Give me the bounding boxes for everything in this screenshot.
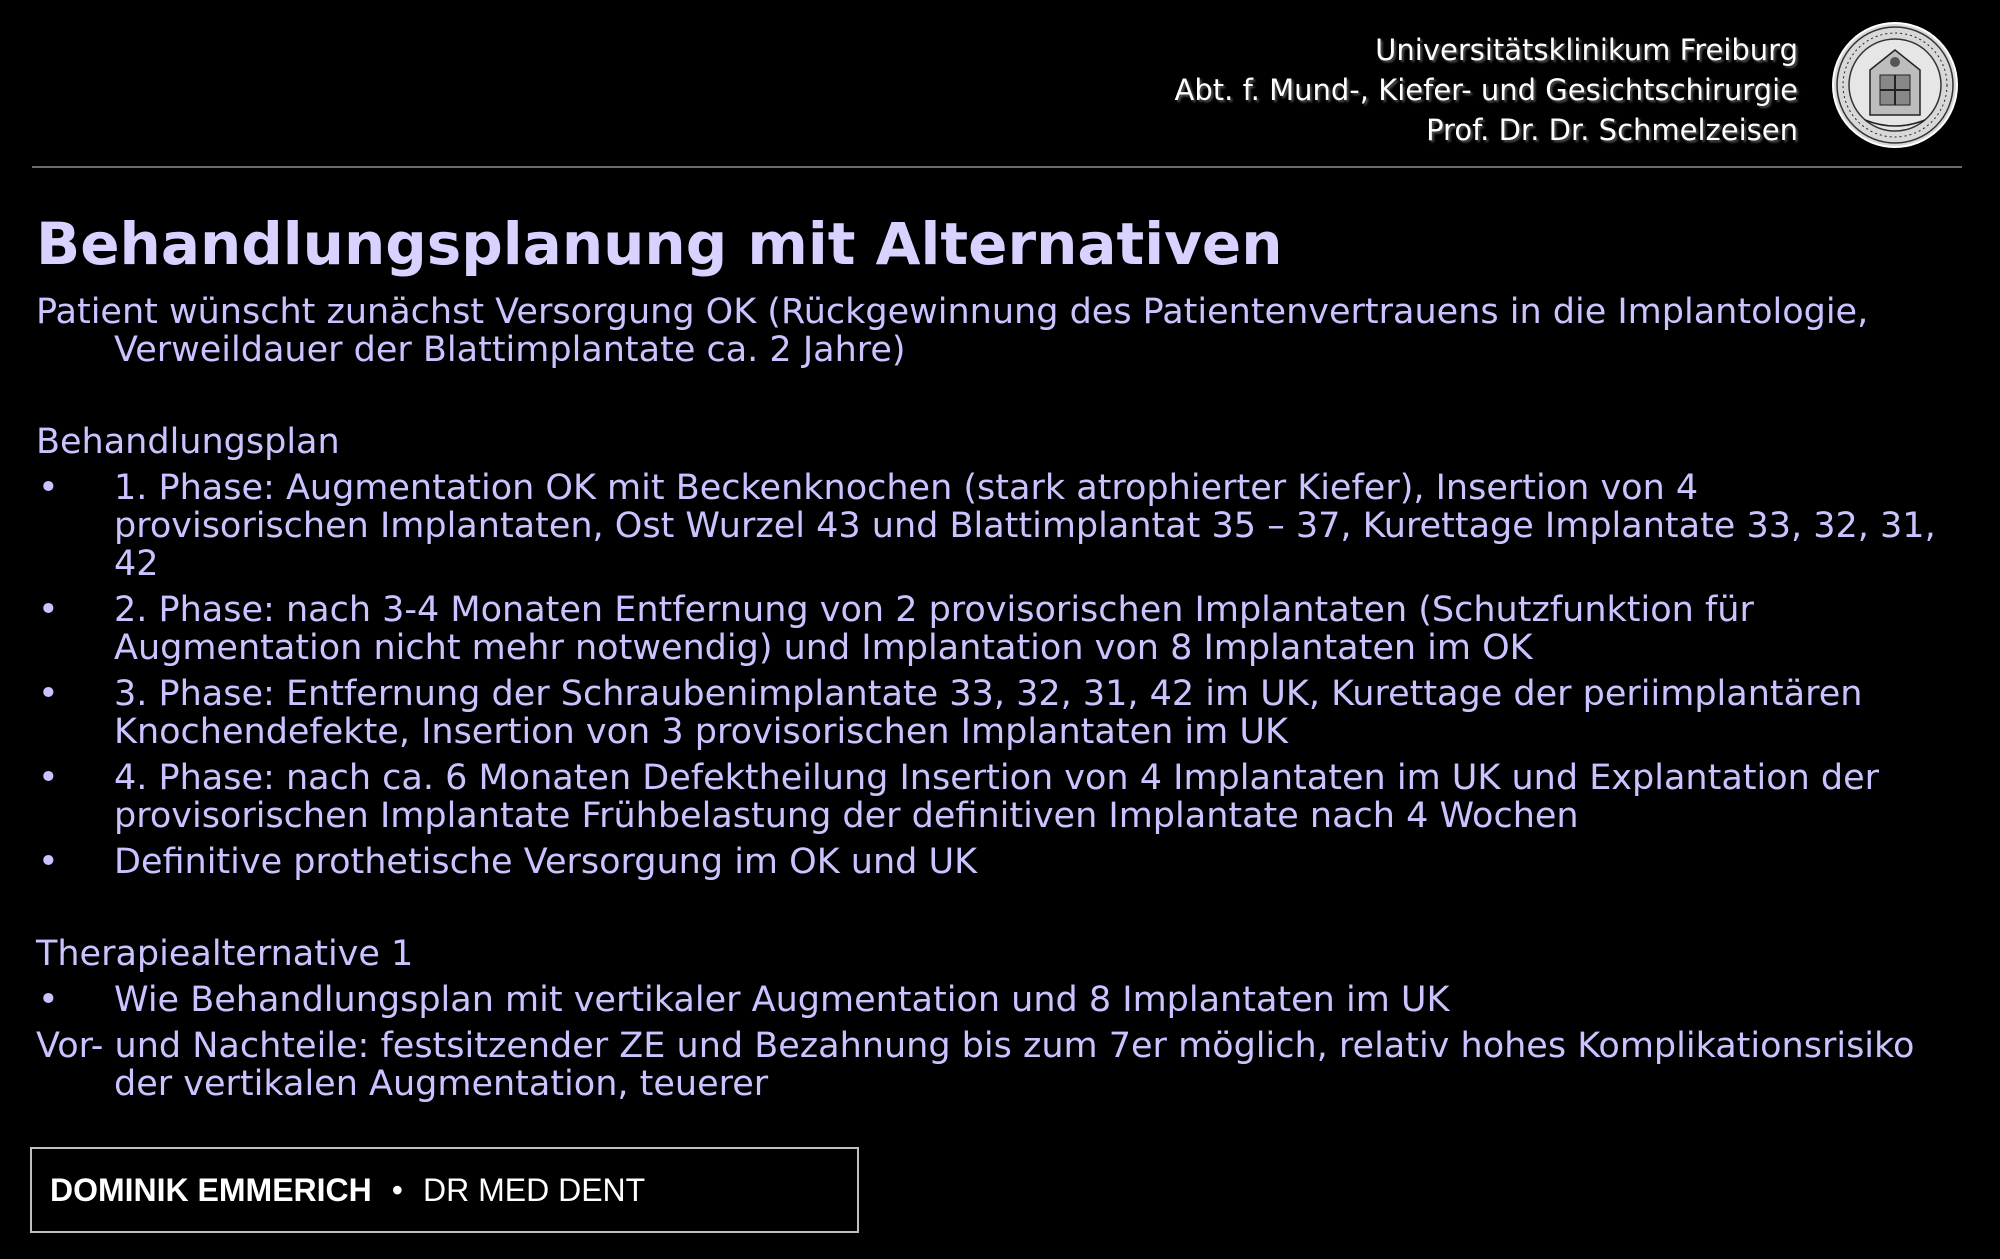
author-degree: DR MED DENT xyxy=(422,1171,646,1208)
institution-header xyxy=(1175,30,1798,150)
slide-content xyxy=(36,293,1956,1111)
plan-item xyxy=(36,469,1956,583)
spacer xyxy=(36,377,1956,423)
intro-paragraph: Patient wünscht zunächst Versorgung OK (Rückgewinnung des Patientenvertrauens in die Implantologie, Verweildauer der Blattimplantate ca. 2 Jahre) xyxy=(36,292,1869,370)
footer-separator: • xyxy=(391,1171,403,1208)
spacer xyxy=(36,889,1956,935)
slide-title: Behandlungsplanung mit Alternativen xyxy=(36,210,1283,278)
plan-item-text: 1. Phase: Augmentation OK mit Beckenknochen (stark atrophierter Kiefer), Insertion von 4 provisorischen Implantaten, Ost Wurzel 43 und Blattimplantat 35 – 37, Kurettage Implantate 33, 32, 31, 42 xyxy=(114,468,1936,584)
plan-item-text: 3. Phase: Entfernung der Schraubenimplantate 33, 32, 31, 42 im UK, Kurettage der periimplantären Knochendefekte, Insertion von 3 provisorischen Implantaten im UK xyxy=(114,674,1863,752)
plan-item xyxy=(36,759,1956,835)
header-line-institution: Universitätsklinikum Freiburg xyxy=(1375,33,1798,67)
header-divider xyxy=(32,166,1962,168)
author-footer xyxy=(30,1147,859,1233)
bullet-icon: • xyxy=(38,980,59,1020)
bullet-icon: • xyxy=(38,674,59,714)
plan-item xyxy=(36,843,1956,881)
alternative-item xyxy=(36,981,1956,1019)
plan-item-text: Definitive prothetische Versorgung im OK und UK xyxy=(114,842,978,882)
university-seal-icon xyxy=(1830,20,1960,150)
header-line-department: Abt. f. Mund-, Kiefer- und Gesichtschirurgie xyxy=(1174,73,1798,107)
plan-item-text: 2. Phase: nach 3-4 Monaten Entfernung von 2 provisorischen Implantaten (Schutzfunktion für Augmentation nicht mehr notwendig) und Implantation von 8 Implantaten im OK xyxy=(114,590,1754,668)
plan-item xyxy=(36,591,1956,667)
bullet-icon: • xyxy=(38,758,59,798)
bullet-icon: • xyxy=(38,842,59,882)
author-name: DOMINIK EMMERICH xyxy=(50,1171,372,1208)
bullet-icon: • xyxy=(38,468,59,508)
plan-item-text: 4. Phase: nach ca. 6 Monaten Defektheilung Insertion von 4 Implantaten im UK und Explantation der provisorischen Implantate Frühbelastung der definitiven Implantate nach 4 Wochen xyxy=(114,758,1880,836)
plan-item xyxy=(36,675,1956,751)
header-line-professor: Prof. Dr. Dr. Schmelzeisen xyxy=(1426,113,1798,147)
plan-heading: Behandlungsplan xyxy=(36,422,340,462)
pros-cons-paragraph: Vor- und Nachteile: festsitzender ZE und Bezahnung bis zum 7er möglich, relativ hohes Komplikationsrisiko der vertikalen Augmentation, teuerer xyxy=(36,1026,1915,1104)
bullet-icon: • xyxy=(38,590,59,630)
alternative-item-text: Wie Behandlungsplan mit vertikaler Augmentation und 8 Implantaten im UK xyxy=(114,980,1450,1020)
alternative-heading: Therapiealternative 1 xyxy=(36,934,414,974)
